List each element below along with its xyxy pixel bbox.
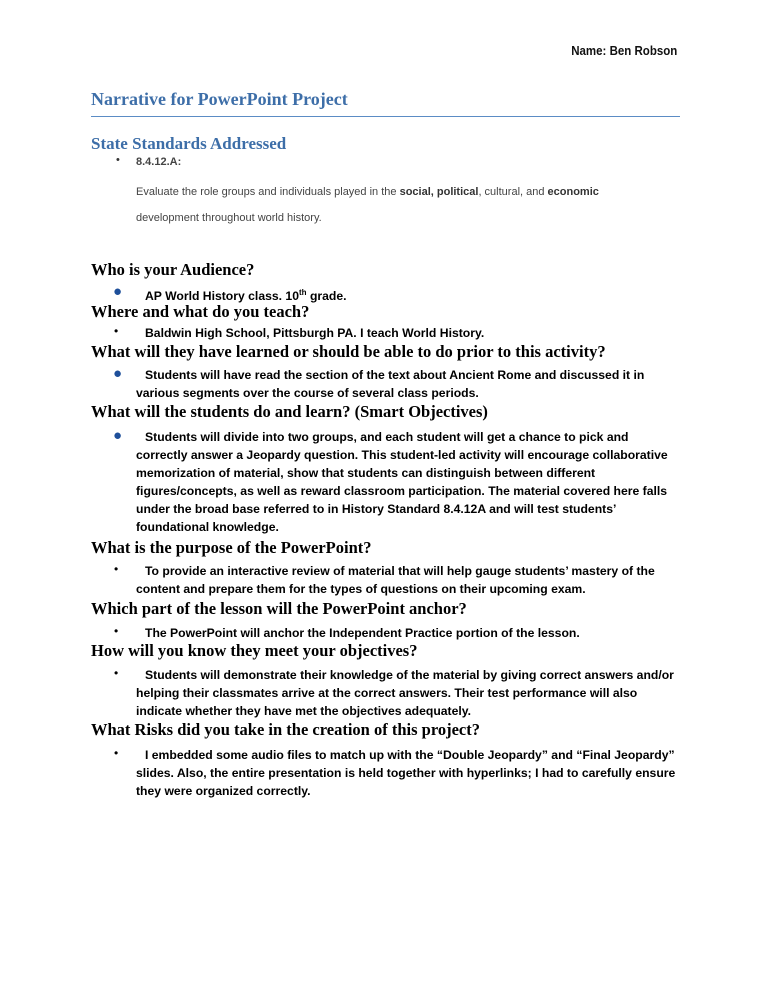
bullet-icon: ● [113,283,123,300]
answer-where-teach: Baldwin High School, Pittsburgh PA. I teach World History. [145,326,485,340]
document-title: Narrative for PowerPoint Project [91,89,348,109]
question-anchor: Which part of the lesson will the PowerPoint anchor? [91,599,467,618]
question-purpose: What is the purpose of the PowerPoint? [91,538,372,557]
answer-anchor: The PowerPoint will anchor the Independent Practice portion of the lesson. [145,626,580,640]
question-smart-objectives: What will the students do and learn? (Smart Objectives) [91,402,488,421]
student-name: Name: Ben Robson [570,44,677,58]
bullet-icon: • [114,624,119,638]
question-where-teach: Where and what do you teach? [91,302,310,321]
standard-description: Evaluate the role groups and individuals played in the social, political, cultural, and economic development throughout world history. [136,186,599,224]
bullet-icon: ● [113,365,123,382]
question-audience: Who is your Audience? [91,260,255,279]
standard-code: 8.4.12.A: [136,156,182,168]
bullet-icon: • [114,666,119,680]
answer-prior-learning: Students will have read the section of the text about Ancient Rome and discussed it in various segments over the course of several class periods. [136,368,645,400]
answer-smart-objectives: Students will divide into two groups, and each student will get a chance to pick and correctly answer a Jeopardy question. This student-led activity will encourage collaborative memorization of material, show that students can distinguish between different figures/concepts, as well as reward classroom participation. The material covered here falls under the broad base referred to in History Standard 8.4.12A and will test students’ foundational knowledge. [136,430,668,534]
question-objectives-met: How will you know they meet your objectives? [91,641,418,660]
answer-purpose: To provide an interactive review of material that will help gauge students’ mastery of the content and prepare them for the types of questions on their upcoming exam. [136,564,655,596]
standards-heading: State Standards Addressed [91,134,287,153]
question-risks: What Risks did you take in the creation of this project? [91,720,480,739]
title-divider [91,116,680,117]
answer-objectives-met: Students will demonstrate their knowledge of the material by giving correct answers and/or helping their classmates arrive at the correct answers. Their test performance will also indicate whether they have met the objectives adequately. [136,668,674,718]
bullet-icon: • [114,746,119,760]
answer-risks: I embedded some audio files to match up with the “Double Jeopardy” and “Final Jeopardy” slides. Also, the entire presentation is held together with hyperlinks; I had to carefully ensure they were organized correctly. [136,748,676,798]
bullet-icon: ● [113,427,123,444]
answer-audience: AP World History class. 10th grade. [145,288,347,304]
bullet-icon: • [114,562,119,576]
question-prior-learning: What will they have learned or should be able to do prior to this activity? [91,342,606,361]
bullet-icon: • [116,154,120,166]
bullet-icon: • [114,324,119,338]
